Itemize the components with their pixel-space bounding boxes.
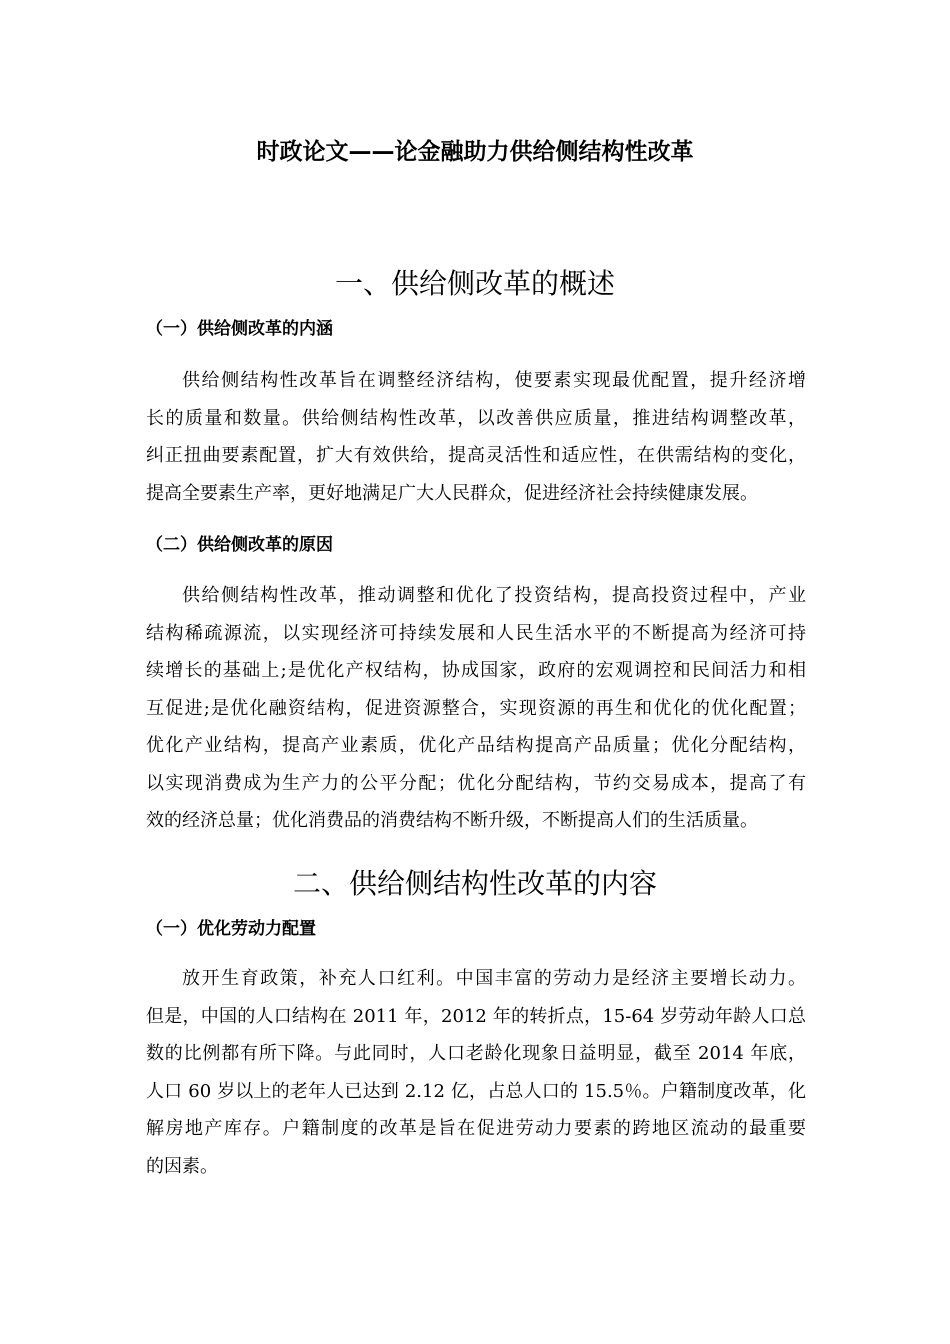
paragraph-line: 纠正扭曲要素配置，扩大有效供给，提高灵活性和适应性，在供需结构的变化， <box>146 445 806 466</box>
paragraph-line: 长的质量和数量。供给侧结构性改革，以改善供应质量，推进结构调整改革， <box>146 407 806 429</box>
paragraph-line: 以实现消费成为生产力的公平分配；优化分配结构，节约交易成本，提高了有 <box>146 772 806 794</box>
paragraph-line: 放开生育政策，补充人口红利。中国丰富的劳动力是经济主要增长动力。 <box>182 968 806 989</box>
paragraph-line: 解房地产库存。户籍制度的改革是旨在促进劳动力要素的跨地区流动的最重要 <box>146 1118 806 1139</box>
subsection-heading-2-1: （一）优化劳动力配置 <box>146 919 316 939</box>
subsection-heading-1-2: （二）供给侧改革的原因 <box>146 535 333 555</box>
paragraph-line: 互促进;是优化融资结构，促进资源整合，实现资源的再生和优化的优化配置； <box>146 697 806 719</box>
paragraph-1-2 <box>146 577 806 840</box>
paragraph-line: 优化产业结构，提高产业素质，优化产品结构提高产品质量；优化分配结构， <box>146 735 806 756</box>
paragraph-line: 供给侧结构性改革旨在调整经济结构，使要素实现最优配置，提升经济增 <box>182 370 806 391</box>
paragraph-line: 效的经济总量；优化消费品的消费结构不断升级，不断提高人们的生活质量。 <box>146 810 758 831</box>
paragraph-line: 但是，中国的人口结构在 2011 年，2012 年的转折点，15-64 岁劳动年龄人口总 <box>146 1005 806 1027</box>
section-heading-1: 一、供给侧改革的概述 <box>334 267 615 300</box>
paragraph-line: 结构稀疏源流，以实现经济可持续发展和人民生活水平的不断提高为经济可持 <box>146 622 806 644</box>
paragraph-line: 续增长的基础上;是优化产权结构，协成国家，政府的宏观调控和民间活力和相 <box>146 660 806 681</box>
paragraph-line: 供给侧结构性改革，推动调整和优化了投资结构，提高投资过程中，产业 <box>182 585 806 606</box>
section-heading-2: 二、供给侧结构性改革的内容 <box>292 867 657 900</box>
paragraph-1-1 <box>146 362 806 512</box>
paragraph-line: 提高全要素生产率，更好地满足广大人民群众，促进经济社会持续健康发展。 <box>146 482 758 504</box>
paragraph-2-1 <box>146 960 806 1185</box>
paragraph-line: 的因素。 <box>146 1155 218 1177</box>
subsection-heading-1-1: （一）供给侧改革的内涵 <box>146 319 333 339</box>
paragraph-line: 数的比例都有所下降。与此同时，人口老龄化现象日益明显，截至 2014 年底， <box>146 1043 806 1064</box>
paragraph-line: 人口 60 岁以上的老年人已达到 2.12 亿，占总人口的 15.5％。户籍制度改革，化 <box>146 1080 806 1102</box>
document-title: 时政论文——论金融助力供给侧结构性改革 <box>256 139 694 165</box>
